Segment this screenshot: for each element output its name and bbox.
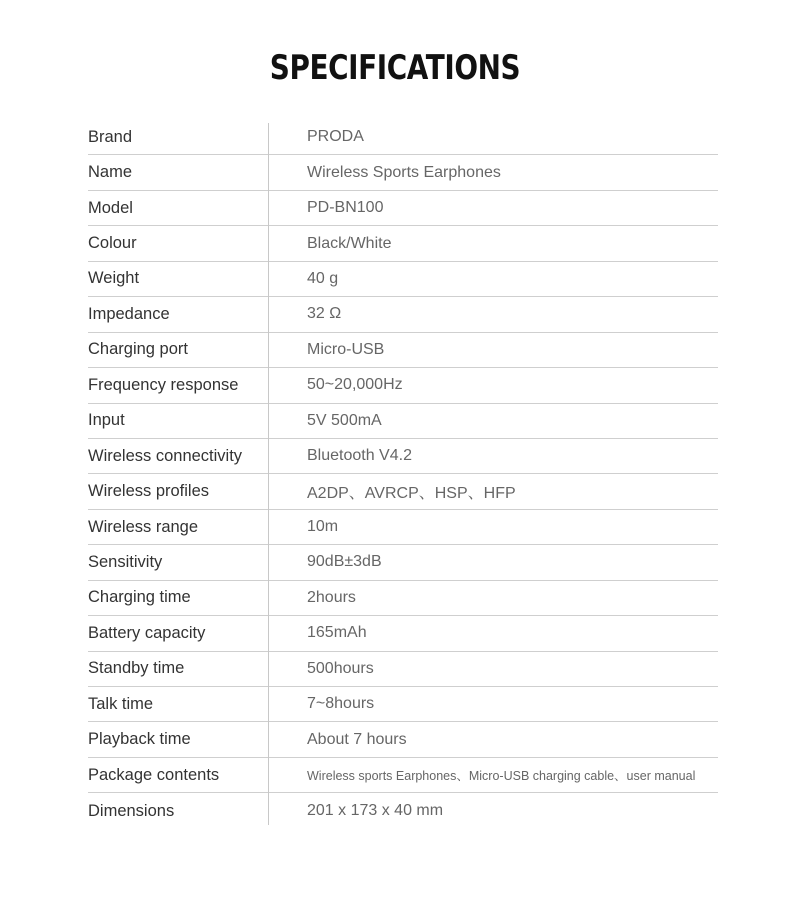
column-divider	[268, 123, 269, 825]
spec-row-playback-time	[88, 722, 718, 757]
spec-table	[88, 120, 718, 829]
spec-label: Frequency response	[88, 375, 239, 394]
spec-label: Standby time	[88, 659, 185, 678]
spec-value: Black/White	[307, 234, 392, 252]
spec-value: 32 Ω	[307, 305, 342, 323]
spec-row-battery-capacity	[88, 616, 718, 651]
spec-row-charging-time	[88, 581, 718, 616]
spec-label: Weight	[88, 269, 140, 288]
spec-value: 165mAh	[307, 624, 367, 642]
spec-row-standby-time	[88, 652, 718, 687]
spec-label: Dimensions	[88, 801, 175, 820]
spec-value: Bluetooth V4.2	[307, 447, 412, 465]
spec-label: Charging time	[88, 588, 191, 607]
spec-label: Model	[88, 198, 133, 217]
spec-label: Wireless range	[88, 517, 199, 536]
spec-value: 500hours	[307, 659, 374, 677]
spec-label: Wireless profiles	[88, 482, 210, 501]
spec-value: About 7 hours	[307, 730, 407, 748]
spec-value: Wireless Sports Earphones	[307, 163, 501, 181]
spec-value: 50~20,000Hz	[307, 376, 403, 394]
spec-row-package-contents	[88, 758, 718, 793]
spec-value: Wireless sports Earphones、Micro-USB charging cable、user manual	[307, 769, 696, 784]
spec-row-name	[88, 155, 718, 190]
spec-label: Sensitivity	[88, 552, 163, 571]
spec-label: Brand	[88, 127, 133, 146]
spec-value: 201 x 173 x 40 mm	[307, 802, 444, 820]
spec-row-sensitivity	[88, 545, 718, 580]
spec-row-talk-time	[88, 687, 718, 722]
spec-label: Playback time	[88, 730, 191, 749]
spec-label: Name	[88, 163, 133, 182]
spec-label: Package contents	[88, 765, 220, 784]
spec-value: 2hours	[307, 588, 356, 606]
spec-row-wireless-range	[88, 510, 718, 545]
spec-label: Input	[88, 411, 125, 430]
spec-value: 40 g	[307, 269, 339, 287]
spec-label: Colour	[88, 234, 137, 253]
spec-label: Wireless connectivity	[88, 446, 243, 465]
spec-row-colour	[88, 226, 718, 261]
spec-row-dimensions	[88, 793, 718, 828]
spec-value: PRODA	[307, 128, 364, 146]
spec-row-wireless-connectivity	[88, 439, 718, 474]
spec-row-brand	[88, 120, 718, 155]
spec-row-frequency-response	[88, 368, 718, 403]
spec-label: Impedance	[88, 304, 170, 323]
spec-label: Battery capacity	[88, 623, 206, 642]
spec-value: Micro-USB	[307, 340, 385, 358]
spec-row-wireless-profiles	[88, 474, 718, 509]
spec-value: 10m	[307, 518, 339, 536]
page-title: SPECIFICATIONS	[269, 48, 521, 88]
spec-row-charging-port	[88, 333, 718, 368]
spec-value: PD-BN100	[307, 199, 384, 217]
spec-value: 90dB±3dB	[307, 553, 382, 571]
spec-row-model	[88, 191, 718, 226]
spec-value: 5V 500mA	[307, 411, 382, 429]
spec-value: 7~8hours	[307, 695, 375, 713]
spec-label: Talk time	[88, 694, 154, 713]
spec-row-input	[88, 404, 718, 439]
spec-row-weight	[88, 262, 718, 297]
spec-row-impedance	[88, 297, 718, 332]
spec-value: A2DP、AVRCP、HSP、HFP	[307, 485, 516, 503]
spec-label: Charging port	[88, 340, 188, 359]
